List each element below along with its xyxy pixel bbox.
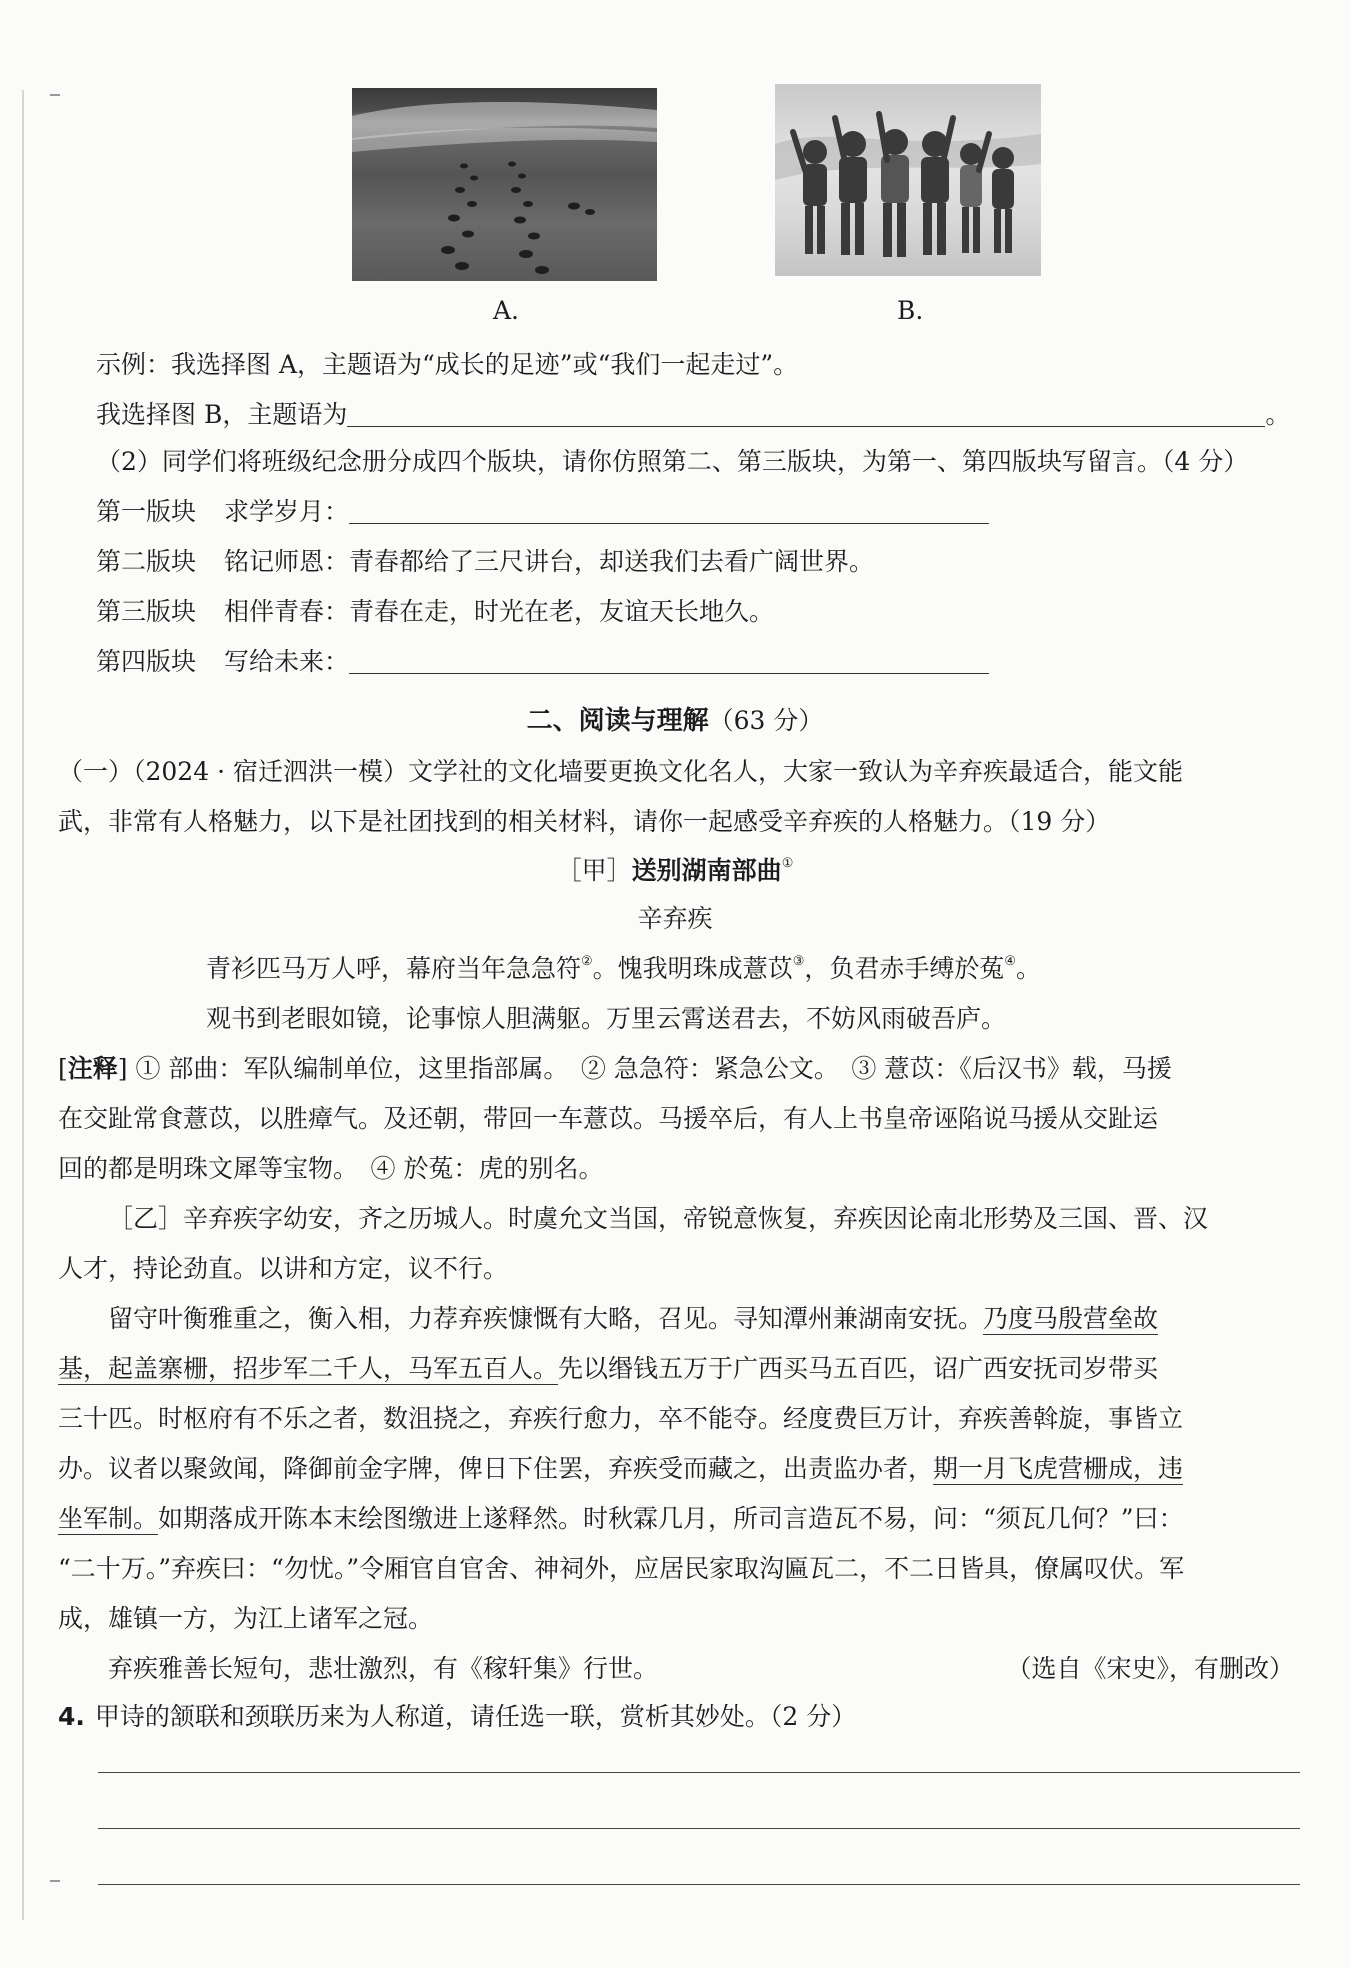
- prose-text: 办。议者以聚敛闻，降御前金字牌，俾日下住罢，弃疾受而藏之，出责监办者，: [58, 1454, 934, 1483]
- note-ref: ②: [581, 954, 593, 969]
- q1-period: 。: [1265, 400, 1291, 429]
- notes-line-3: 回的都是明珠文犀等宝物。 ④ 於菟：虎的别名。: [58, 1154, 604, 1183]
- q2-section-3-row: [96, 595, 774, 629]
- prose-p2-line-5: [58, 1502, 1184, 1536]
- q1-prompt: 我选择图 B，主题语为: [96, 400, 348, 429]
- poem-title-note: ①: [781, 856, 794, 871]
- prose-text: 先以缗钱五万于广西买马五百匹，诏广西安抚司岁带买: [558, 1354, 1159, 1383]
- prose-text: 如期落成开陈本末绘图缴进上遂释然。时秋霖几月，所司言造瓦不易，问：“须瓦几何？”曰：: [158, 1504, 1184, 1533]
- binding-margin-line: [22, 90, 24, 1920]
- notes-text: ① 部曲：军队编制单位，这里指部属。 ② 急急符：紧急公文。 ③ 薏苡：《后汉书》载，马援: [135, 1054, 1172, 1083]
- poem-line-1-part: 。愧我明珠成薏苡: [592, 954, 793, 983]
- poem-line-1: [206, 952, 1041, 986]
- poem-line-2: 观书到老眼如镜，论事惊人胆满躯。万里云霄送君去，不妨风雨破吾庐。: [206, 1004, 1007, 1033]
- figure-b-children-photo: [775, 84, 1041, 276]
- poem-title-row: [0, 854, 1350, 888]
- figure-a-label: A.: [493, 296, 520, 325]
- notes-bracket: ]: [117, 1054, 136, 1083]
- prose-p2-line-2: [58, 1352, 1158, 1386]
- passage-intro-line-2: 武，非常有人格魅力，以下是社团找到的相关材料，请你一起感受辛弃疾的人格魅力。（19 分）: [58, 807, 1111, 836]
- section-2-points: （63 分）: [708, 706, 824, 735]
- q2-section-4-row: [96, 645, 989, 679]
- prose-p2-line-6: “二十万。”弃疾曰：“勿忧。”令厢官自官舍、神祠外，应居民家取沟匾瓦二，不二日皆具，僚属叹伏。军: [58, 1554, 1185, 1583]
- section-3-text: 相伴青春：青春在走，时光在老，友谊天长地久。: [224, 597, 775, 626]
- underlined-sentence: 基，起盖寨栅，招步军二千人，马军五百人。: [58, 1354, 559, 1383]
- prose-p2-line-3: 三十匹。时枢府有不乐之者，数沮挠之，弃疾行愈力，卒不能夺。经度费巨万计，弃疾善斡旋，事皆立: [58, 1404, 1184, 1433]
- q2-section-2-row: [96, 545, 874, 579]
- prose-p3: 弃疾雅善长短句，悲壮激烈，有《稼轩集》行世。: [108, 1654, 659, 1683]
- notes-bracket: [: [58, 1054, 68, 1083]
- question-4-text: 甲诗的颔联和颈联历来为人称道，请任选一联，赏析其妙处。（2 分）: [94, 1702, 857, 1731]
- figure-b-label: B.: [897, 296, 924, 325]
- underlined-sentence: 乃度马殷营垒故: [983, 1304, 1159, 1333]
- poem-line-1-part: 青衫匹马万人呼，幕府当年急急符: [206, 954, 582, 983]
- answer-line[interactable]: [98, 1828, 1300, 1829]
- prose-text: 留守叶衡雅重之，衡入相，力荐弃疾慷慨有大略，召见。寻知潭州兼湖南安抚。: [108, 1304, 984, 1333]
- section-1-label: 第一版块: [96, 497, 197, 526]
- q1-example: 示例：我选择图 A，主题语为“成长的足迹”或“我们一起走过”。: [96, 350, 799, 379]
- poem-line-1-part: ，负君赤手缚於菟: [804, 954, 1005, 983]
- prose-p2-line-1: [108, 1302, 1158, 1336]
- poem-title: 送别湖南部曲: [631, 856, 782, 885]
- section-3-label: 第三版块: [96, 597, 197, 626]
- q1-answer-blank[interactable]: [347, 400, 1265, 427]
- poem-tag: ［甲］: [556, 856, 632, 885]
- answer-line[interactable]: [98, 1884, 1300, 1885]
- note-ref: ③: [792, 954, 805, 969]
- section-2-title: 二、阅读与理解: [526, 706, 709, 736]
- section-1-answer-blank[interactable]: [349, 497, 989, 524]
- question-4-number: 4.: [58, 1702, 85, 1731]
- underlined-sentence: 期一月飞虎营栅成，违: [933, 1454, 1184, 1483]
- notes-line-1: [58, 1052, 1172, 1086]
- poem-line-1-part: 。: [1016, 954, 1042, 983]
- prose-p2-line-7: 成，雄镇一方，为江上诸军之冠。: [58, 1604, 434, 1633]
- q2-section-1-row: [96, 495, 989, 529]
- section-2-label: 第二版块: [96, 547, 197, 576]
- section-4-label: 第四版块: [96, 647, 197, 676]
- question-4-row: [58, 1700, 856, 1734]
- prose-source: （选自《宋史》，有删改）: [1006, 1654, 1294, 1683]
- section-4-title: 写给未来：: [224, 647, 350, 676]
- figure-a-footprints-photo: [352, 88, 657, 281]
- q1-answer-row: [96, 398, 1290, 432]
- margin-tick: [50, 94, 60, 96]
- notes-line-2: 在交趾常食薏苡，以胜瘴气。及还朝，带回一车薏苡。马援卒后，有人上书皇帝诬陷说马援从交趾运: [58, 1104, 1159, 1133]
- underlined-sentence: 坐军制。: [58, 1504, 159, 1533]
- q2-prompt: （2）同学们将班级纪念册分成四个版块，请你仿照第二、第三版块，为第一、第四版块写留言。（4 分）: [96, 447, 1249, 476]
- note-ref: ④: [1004, 954, 1017, 969]
- notes-label: 注释: [67, 1054, 118, 1083]
- prose-p2-line-4: [58, 1452, 1183, 1486]
- answer-line[interactable]: [98, 1772, 1300, 1773]
- passage-intro-line-1: （一）（2024 · 宿迁泗洪一模）文学社的文化墙要更换文化名人，大家一致认为辛弃疾最适合，能文能: [58, 757, 1183, 786]
- prose-p1-line-2: 人才，持论劲直。以讲和方定，议不行。: [58, 1254, 509, 1283]
- section-2-text: 铭记师恩：青春都给了三尺讲台，却送我们去看广阔世界。: [224, 547, 875, 576]
- margin-tick: [50, 1880, 60, 1882]
- poem-author: 辛弃疾: [637, 904, 713, 933]
- section-2-heading: [0, 704, 1350, 738]
- prose-p1-line-1: ［乙］辛弃疾字幼安，齐之历城人。时虞允文当国，帝锐意恢复，弃疾因论南北形势及三国、晋、汉: [108, 1204, 1209, 1233]
- section-1-title: 求学岁月：: [224, 497, 350, 526]
- section-4-answer-blank[interactable]: [349, 647, 989, 674]
